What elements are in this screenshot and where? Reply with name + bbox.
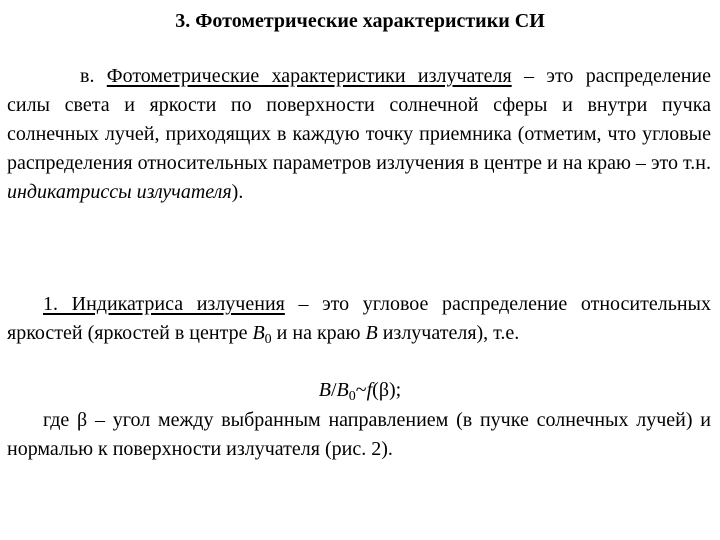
paragraph-marker: в. [80,65,95,87]
var-b-edge: B [365,322,378,344]
paragraph-indicatrix [7,290,711,348]
formula-arg: (β); [372,379,402,401]
subscript-0: 0 [264,332,272,347]
indicatrix-body-3: излучателя), т.е. [377,322,520,344]
paragraph-explanation [7,406,711,464]
slide-title: 3. Фотометрические характеристики СИ [175,10,545,32]
term-photometric-characteristics: Фотометрические характеристики излучателя [106,65,512,87]
paragraph-body: – это распределение силы света и яркости по поверхности солнечной сферы и внутри пучка солнечных лучей, приходящих в каждую точку приемника (отметим, что угловые распределения относительных параметров излучения в центре и на краю – это т.н. [7,65,712,174]
formula-f: f [366,379,373,401]
formula-slash: / [330,379,337,401]
formula [0,376,720,405]
paragraph-body-end: ). [231,181,244,203]
term-indicatrix: 1. Индикатриса излучения [43,293,285,315]
paragraph-emitter-characteristics [7,62,711,207]
indicatrix-body: – это угловое распределение относительных яркостей (яркостей в центре [7,293,711,344]
formula-b0: B [336,379,349,401]
indicatrix-body-2: и на краю [271,322,366,344]
formula-b: B [318,379,331,401]
formula-sub: 0 [348,389,356,404]
explanation-text: где β – угол между выбранным направлением (в пучке солнечных лучей) и нормалью к поверхности излучателя (рис. 2). [7,409,711,460]
var-b: B [252,322,265,344]
formula-tilde: ~ [355,379,367,401]
italic-term-indicatrix: индикатриссы излучателя [7,181,232,203]
